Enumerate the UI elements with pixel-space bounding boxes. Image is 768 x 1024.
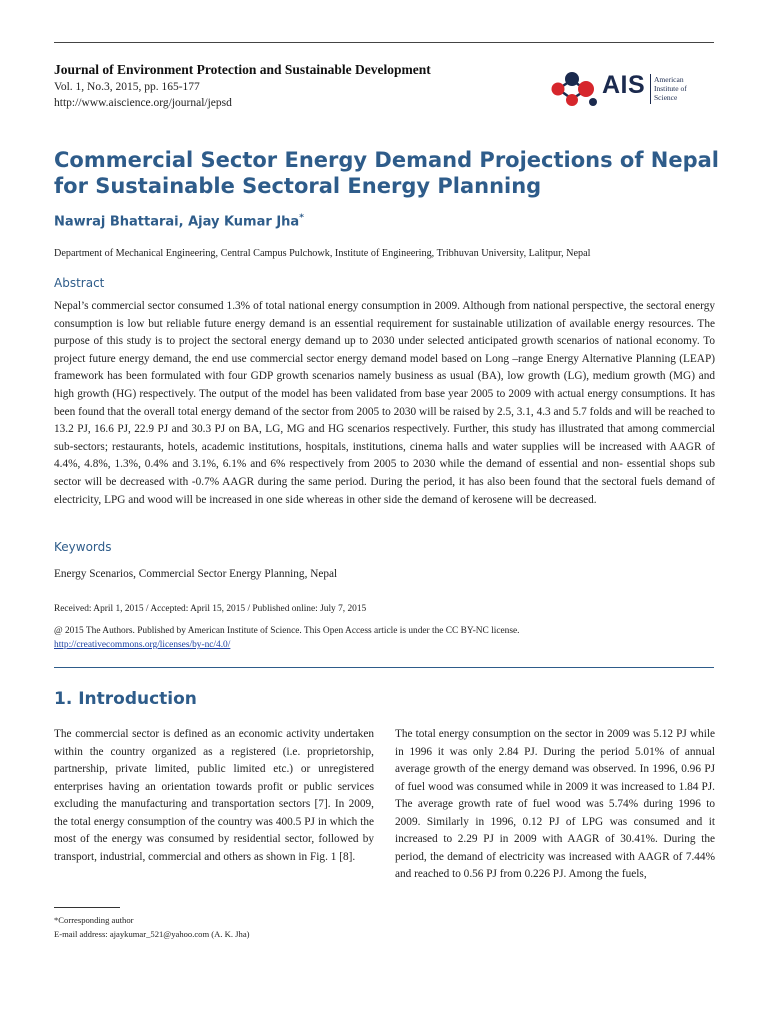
footnote-email: E-mail address: ajaykumar_521@yahoo.com (A. K. Jha) (54, 929, 250, 939)
logo-divider (650, 74, 651, 104)
logo-subtitle (654, 75, 714, 102)
abstract-heading: Abstract (54, 276, 105, 290)
section-divider (54, 667, 714, 668)
footnote-rule (54, 907, 120, 908)
publication-dates: Received: April 1, 2015 / Accepted: April 15, 2015 / Published online: July 7, 2015 (54, 604, 367, 614)
logo-subtitle-line: Institute of (654, 84, 687, 93)
license-link[interactable]: http://creativecommons.org/licenses/by-nc/4.0/ (54, 640, 231, 650)
paper-title: Commercial Sector Energy Demand Projections of Nepal for Sustainable Sectoral Energy Planning (54, 148, 720, 198)
journal-name: Journal of Environment Protection and Sustainable Development (54, 62, 431, 77)
logo-subtitle-line: American (654, 75, 684, 84)
keywords-heading: Keywords (54, 540, 112, 554)
ais-logo (548, 68, 714, 110)
molecule-logo-icon (548, 68, 600, 110)
corresponding-mark: * (299, 213, 304, 223)
keywords-text: Energy Scenarios, Commercial Sector Energy Planning, Nepal (54, 568, 338, 580)
logo-brand: AIS (602, 71, 646, 99)
affiliation: Department of Mechanical Engineering, Central Campus Pulchowk, Institute of Engineering, Tribhuvan University, Lalitpur, Nepal (54, 248, 591, 259)
authors (54, 213, 304, 229)
abstract-text: Nepal’s commercial sector consumed 1.3% of total national energy consumption in 2009. Although from national perspective, the sectoral energy consumption is low but reliable future energy demand is an essential requirement for sustainable utilization of available energy resources. The purpose of this study is to project the sectoral energy demand up to 2030 under selected anticipated growth scenarios of national economy. To project future energy demand, the end use commercial sector energy demand model based on Long –range Energy Alternative Planning (LEAP) framework has been formulated with four GDP growth scenarios namely business as usual (BA), low growth (LG), medium growth (MG) and high growth (HG) respectively. The output of the model has been validated from base year 2005 to 2009 with actual energy consumptions. It has been found that the overall total energy demand of the sector from 2005 to 2030 will be raised by 2.5, 3.1, 4.3 and 5.7 folds and will be reached to 13.2 PJ, 16.6 PJ, 22.9 PJ and 30.3 PJ on BA, LG, MG and HG scenarios respectively. Further, this study has illustrated that among commercial sub-sectors; restaurants, hotels, academic institutions, hospitals, institutions, cinema halls and water supplies will be increased with AAGR of 4.4%, 4.8%, 1.3%, 0.4% and 3.1%, 6.1% and 6% respectively from 2005 to 2030 while the demand of essential and non- essential shops sub sector will be decreased with -0.7% AAGR during the same period. During the period, it has also been found that the sectoral fuels demand of electricity, LPG and wood will be increased in one side whereas in other side the demand of kerosene will be decreased. (54, 300, 715, 506)
footnote-corresponding: *Corresponding author (54, 915, 134, 925)
intro-left-column: The commercial sector is defined as an economic activity undertaken within the country organized as a registered (i.e. proprietorship, partnership, private limited, public limited etc.) or unregistered enterprises having an orientation towards profit or public services excluding the manufacturing and transportation sectors [7]. In 2009, the total energy consumption of the country was 400.5 PJ in which the most of the energy was consumed by residential sector, followed by transport, industrial, commercial and others as shown in Fig. 1 [8]. (54, 728, 374, 863)
volume-info: Vol. 1, No.3, 2015, pp. 165-177 (54, 81, 200, 93)
logo-subtitle-line: Science (654, 93, 678, 102)
license-text: @ 2015 The Authors. Published by American Institute of Science. This Open Access article is under the CC BY-NC license. (54, 626, 520, 636)
author-names: Nawraj Bhattarai, Ajay Kumar Jha (54, 214, 300, 230)
header-rule (54, 42, 714, 43)
intro-right-column: The total energy consumption on the sector in 2009 was 5.12 PJ while in 1996 it was only 2.84 PJ. During the period 5.01% of annual average growth of the energy demand was observed. In 1996, 0.96 PJ of fuel wood was consumed while in 2009 it was increased to 1.84 PJ. The average growth rate of fuel wood was 5.74% during 1996 to 2009. Similarly in 1996, 0.12 PJ of LPG was consumed and it increased to 2.29 PJ in 2009 with AAGR of 30.41%. During the period, the demand of electricity was increased with AAGR of 7.44% and reached to 0.56 PJ from 0.226 PJ. Among the fuels, (395, 728, 715, 880)
journal-url[interactable]: http://www.aiscience.org/journal/jepsd (54, 97, 232, 109)
introduction-heading: 1. Introduction (54, 689, 197, 709)
